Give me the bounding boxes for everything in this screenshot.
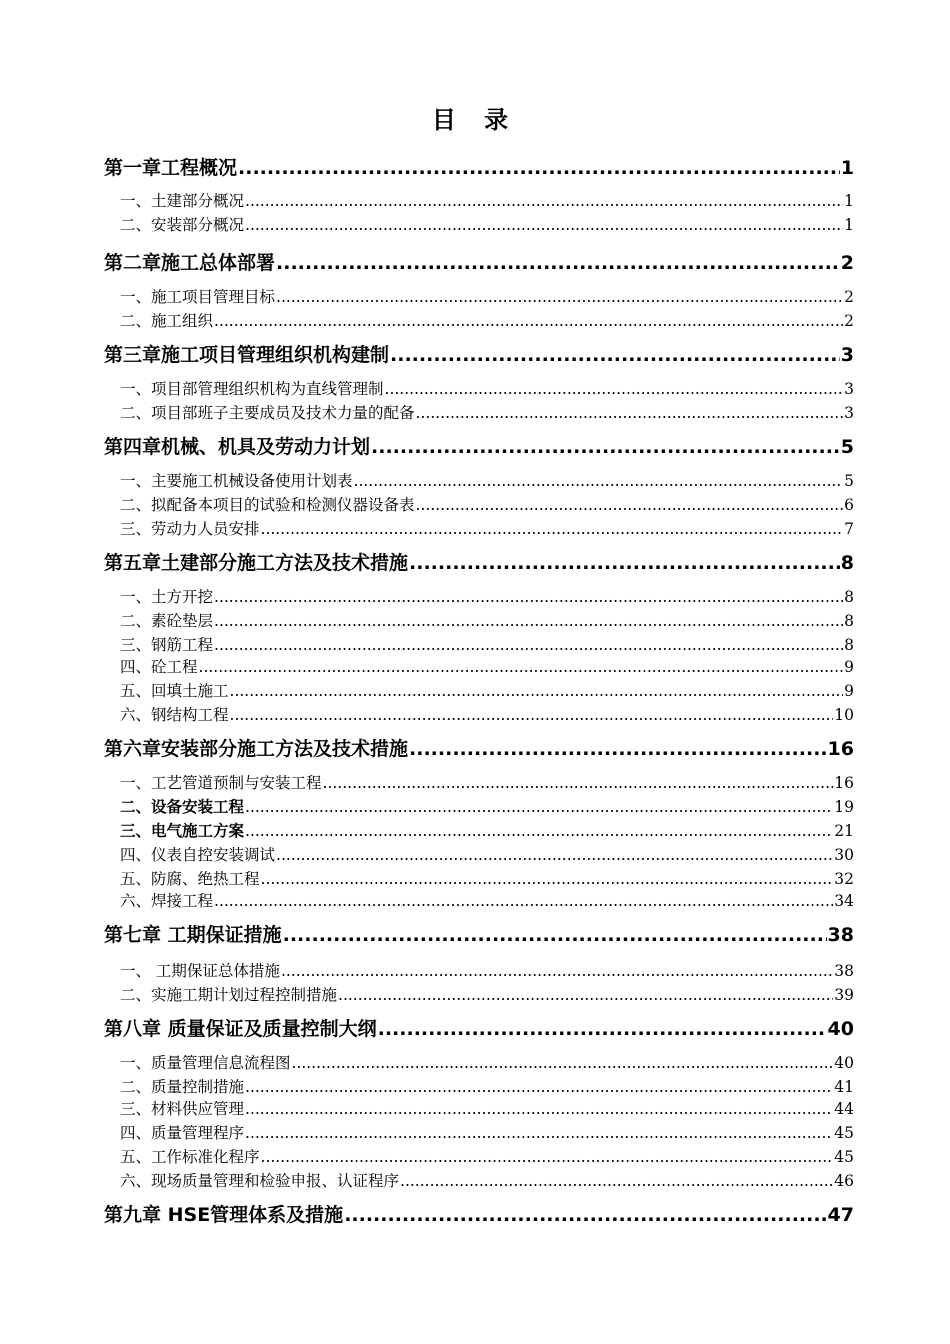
dot-leader [390,342,840,368]
toc-entry-label: 三、电气施工方案 [120,822,245,840]
dot-leader [245,214,843,236]
toc-entry-label: 二、安装部分概况 [120,216,245,234]
toc-chapter-entry[interactable] [104,342,854,368]
toc-entry-label: 六、焊接工程 [120,892,214,910]
toc-entry-label: 二、素砼垫层 [120,612,214,630]
toc-entry-label: 五、防腐、绝热工程 [120,870,260,888]
toc-title: 目 录 [431,105,519,134]
toc-entry-label: 第六章安装部分施工方法及技术措施 [104,738,409,760]
toc-entry-label: 二、拟配备本项目的试验和检测仪器设备表 [120,496,415,514]
toc-page-number: 5 [844,472,854,490]
toc-section-entry[interactable] [104,310,854,332]
toc-page-number: 39 [834,986,854,1004]
dot-leader [378,1016,827,1042]
toc-section-entry[interactable] [104,820,854,842]
dot-leader [214,310,843,332]
dot-leader [416,494,844,516]
toc-page-number: 8 [840,552,854,574]
toc-chapter-entry[interactable] [104,736,854,762]
toc-page-number: 1 [844,192,854,210]
toc-page-number: 16 [834,774,854,792]
toc-section-entry[interactable] [104,610,854,632]
toc-page-number: 45 [834,1148,854,1166]
toc-entry-label: 二、施工组织 [120,312,214,330]
toc-section-entry[interactable] [104,518,854,540]
toc-section-entry[interactable] [104,844,854,866]
toc-entry-label: 第一章工程概况 [104,157,238,179]
toc-entry-label: 第三章施工项目管理组织机构建制 [104,344,390,366]
dot-leader [245,1098,833,1120]
toc-page-number: 7 [844,520,854,538]
toc-section-entry[interactable] [104,470,854,492]
dot-leader [230,704,834,726]
toc-entry-label: 一、施工项目管理目标 [120,288,276,306]
toc-page-number: 6 [844,496,854,514]
dot-leader [371,434,840,460]
dot-leader [385,378,844,400]
toc-entry-label: 一、土建部分概况 [120,192,245,210]
toc-page-number: 40 [827,1018,854,1040]
toc-section-entry[interactable] [104,680,854,702]
toc-entry-label: 一、 工期保证总体措施 [120,962,280,980]
toc-entry-label: 一、质量管理信息流程图 [120,1054,291,1072]
dot-leader [245,820,833,842]
toc-entry-label: 一、项目部管理组织机构为直线管理制 [120,380,384,398]
toc-page-number: 5 [840,436,854,458]
dot-leader [276,250,840,276]
toc-entry-label: 四、质量管理程序 [120,1124,245,1142]
toc-entry-label: 第九章 HSE管理体系及措施 [104,1204,344,1226]
toc-section-entry[interactable] [104,586,854,608]
toc-entry-label: 第七章 工期保证措施 [104,924,282,946]
dot-leader [276,844,833,866]
dot-leader [409,736,827,762]
toc-section-entry[interactable] [104,378,854,400]
toc-page-number: 1 [840,157,854,179]
toc-section-entry[interactable] [104,190,854,212]
toc-page-number: 46 [834,1172,854,1190]
dot-leader [245,190,843,212]
dot-leader [230,680,844,702]
toc-chapter-entry[interactable] [104,1202,854,1228]
toc-page-number: 19 [834,798,854,816]
toc-entry-label: 一、土方开挖 [120,588,214,606]
toc-section-entry[interactable] [104,796,854,818]
toc-section-entry[interactable] [104,214,854,236]
toc-page-number: 2 [840,252,854,274]
toc-page-number: 8 [844,636,854,654]
toc-entry-label: 三、材料供应管理 [120,1100,245,1118]
toc-entry-label: 二、实施工期计划过程控制措施 [120,986,338,1004]
dot-leader [400,1170,833,1192]
toc-page-number: 32 [834,870,854,888]
dot-leader [261,518,844,540]
toc-page-number: 9 [844,682,854,700]
toc-page-number: 3 [840,344,854,366]
dot-leader [323,772,834,794]
toc-section-entry[interactable] [104,656,854,678]
dot-leader [283,922,827,948]
dot-leader [276,286,843,308]
toc-page-number: 3 [844,404,854,422]
toc-section-entry[interactable] [104,494,854,516]
toc-page-number: 16 [827,738,854,760]
dot-leader [409,550,840,576]
toc-page-number: 9 [844,658,854,676]
dot-leader [214,610,843,632]
toc-page-number: 34 [834,892,854,910]
dot-leader [416,402,844,424]
toc-page-number: 8 [844,588,854,606]
toc-section-entry[interactable] [104,1122,854,1144]
toc-entry-label: 一、主要施工机械设备使用计划表 [120,472,353,490]
dot-leader [281,960,833,982]
toc-page-number: 45 [834,1124,854,1142]
toc-page-number: 30 [834,846,854,864]
toc-entry-label: 六、钢结构工程 [120,706,229,724]
dot-leader [354,470,844,492]
dot-leader [238,155,840,181]
dot-leader [344,1202,826,1228]
toc-page-number: 1 [844,216,854,234]
toc-entry-label: 四、砼工程 [120,658,198,676]
toc-entry-label: 二、质量控制措施 [120,1078,245,1096]
toc-chapter-entry[interactable] [104,155,854,181]
toc-page-number: 21 [834,822,854,840]
toc-section-entry[interactable] [104,634,854,656]
dot-leader [261,1146,834,1168]
toc-page-number: 38 [827,924,854,946]
toc-chapter-entry[interactable] [104,250,854,276]
toc-entry-label: 一、工艺管道预制与安装工程 [120,774,322,792]
toc-section-entry[interactable] [104,890,854,912]
toc-section-entry[interactable] [104,1146,854,1168]
toc-section-entry[interactable] [104,868,854,890]
dot-leader [245,796,833,818]
dot-leader [199,656,844,678]
dot-leader [245,1122,833,1144]
toc-section-entry[interactable] [104,1170,854,1192]
dot-leader [245,1076,833,1098]
toc-chapter-entry[interactable] [104,1016,854,1042]
dot-leader [261,868,834,890]
toc-page-number: 10 [834,706,854,724]
toc-page-number: 47 [827,1204,854,1226]
toc-entry-label: 二、项目部班子主要成员及技术力量的配备 [120,404,415,422]
dot-leader [214,890,833,912]
dot-leader [214,634,843,656]
toc-page-number: 40 [834,1054,854,1072]
toc-entry-label: 第八章 质量保证及质量控制大纲 [104,1018,377,1040]
toc-page-number: 41 [834,1078,854,1096]
toc-entry-label: 三、钢筋工程 [120,636,214,654]
toc-entry-label: 六、现场质量管理和检验申报、认证程序 [120,1172,400,1190]
toc-page-number: 2 [844,288,854,306]
toc-entry-label: 第五章土建部分施工方法及技术措施 [104,552,409,574]
dot-leader [338,984,833,1006]
toc-section-entry[interactable] [104,704,854,726]
toc-entry-label: 五、回填土施工 [120,682,229,700]
dot-leader [292,1052,834,1074]
toc-entry-label: 五、工作标准化程序 [120,1148,260,1166]
toc-entry-label: 第二章施工总体部署 [104,252,276,274]
toc-section-entry[interactable] [104,772,854,794]
toc-page-number: 38 [834,962,854,980]
toc-page-number: 44 [834,1100,854,1118]
toc-section-entry[interactable] [104,402,854,424]
toc-section-entry[interactable] [104,1076,854,1098]
toc-page-number: 3 [844,380,854,398]
toc-section-entry[interactable] [104,1052,854,1074]
toc-entry-label: 三、劳动力人员安排 [120,520,260,538]
toc-entry-label: 第四章机械、机具及劳动力计划 [104,436,371,458]
toc-section-entry[interactable] [104,984,854,1006]
toc-chapter-entry[interactable] [104,550,854,576]
toc-page-number: 2 [844,312,854,330]
toc-chapter-entry[interactable] [104,922,854,948]
toc-section-entry[interactable] [104,960,854,982]
toc-entry-label: 二、设备安装工程 [120,798,245,816]
toc-chapter-entry[interactable] [104,434,854,460]
toc-section-entry[interactable] [104,1098,854,1120]
dot-leader [214,586,843,608]
toc-section-entry[interactable] [104,286,854,308]
toc-page-number: 8 [844,612,854,630]
toc-entry-label: 四、仪表自控安装调试 [120,846,276,864]
